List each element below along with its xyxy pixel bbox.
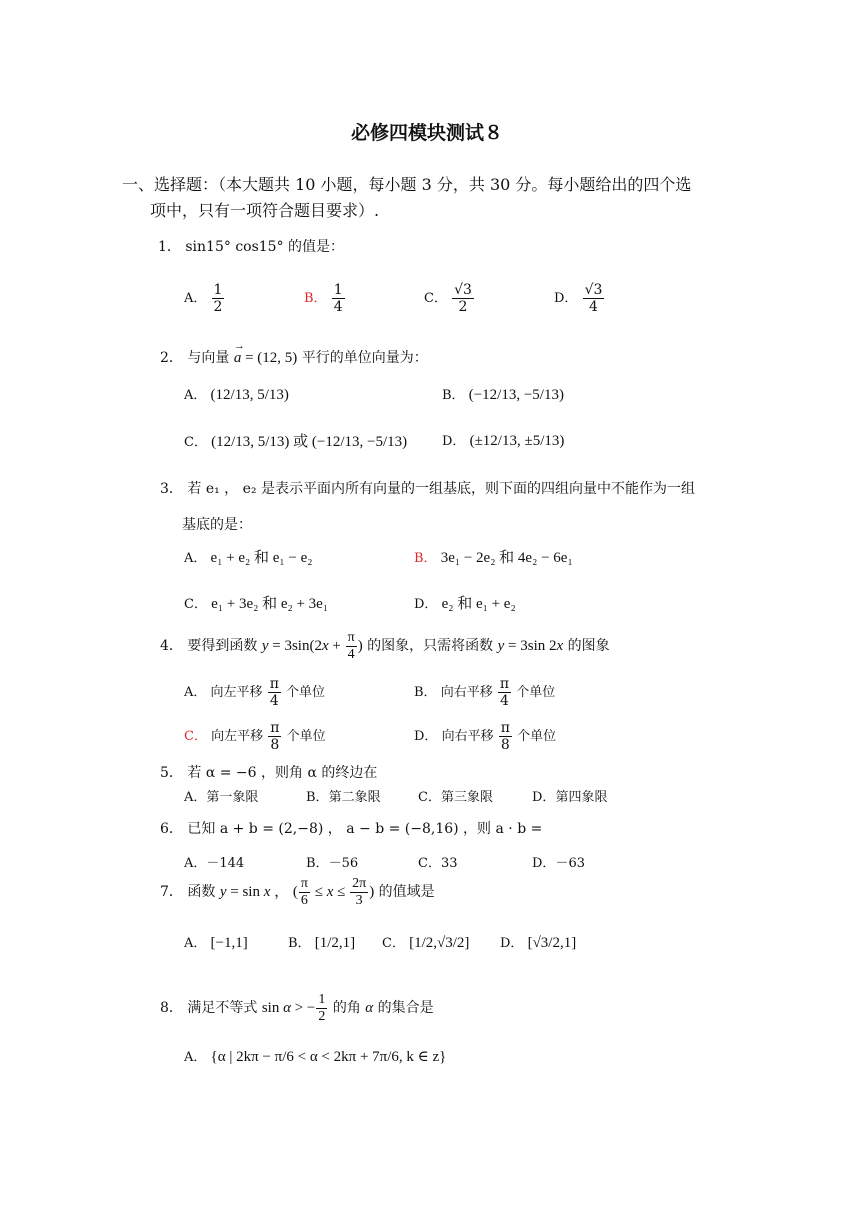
q1-option-a xyxy=(184,282,225,315)
option-text: {α | 2kπ − π/6 < α < 2kπ + 7π/6, k ∈ z} xyxy=(210,1049,447,1065)
option-label: D． xyxy=(532,856,556,871)
option-text: [−1,1] xyxy=(210,935,248,951)
vector-a: → a xyxy=(234,346,242,367)
q6-option-a xyxy=(184,852,244,871)
question-stem-suffix: 平行的单位向量为： xyxy=(301,350,428,366)
q7-option-b xyxy=(288,932,355,952)
question-stem: sin15° cos15° 的值是： xyxy=(185,239,345,255)
q6-option-d xyxy=(532,852,585,871)
q5-option-a xyxy=(184,786,258,805)
fraction: $\frac{√3}{4}$ xyxy=(584,282,603,315)
option-label: B． xyxy=(304,291,327,306)
q6-option-c xyxy=(418,852,458,871)
question-stem-c: 的图象 xyxy=(567,637,610,654)
option-text: －63 xyxy=(555,856,585,871)
option-pre: 向右平移 xyxy=(440,685,493,700)
option-label: A． xyxy=(184,1050,207,1065)
question-stem-a: 要得到函数 xyxy=(187,637,258,654)
section-header-line2: 项中，只有一项符合题目要求）. xyxy=(150,201,380,220)
question-stem-line1: 若 e₁ ， e₂ 是表示平面内所有向量的一组基底，则下面的四组向量中不能作为一组 xyxy=(187,481,695,497)
question-stem-b: 的值域是 xyxy=(378,883,435,900)
question-stem-b: 的图象，只需将函数 xyxy=(367,637,494,654)
question-stem: 已知 a + b = (2,−8) ， a − b = (−8,16) ，则 a · b = xyxy=(187,821,543,837)
question-3-line2: 基底的是： xyxy=(182,517,252,533)
question-stem: 若 α = −6 ，则角 α 的终边在 xyxy=(187,765,378,781)
option-label: A． xyxy=(184,856,207,871)
option-text: 第四象限 xyxy=(555,790,608,805)
question-number: 7． xyxy=(160,883,183,900)
option-label: B． xyxy=(442,388,465,403)
option-label: C． xyxy=(184,435,207,450)
option-text: (12/13, 5/13) 或 (−12/13, −5/13) xyxy=(211,434,408,450)
option-label: C． xyxy=(424,291,447,306)
q4-option-d xyxy=(414,720,556,753)
option-label: C． xyxy=(418,790,441,805)
option-text: (−12/13, −5/13) xyxy=(468,387,564,403)
option-text: －144 xyxy=(206,856,245,871)
formula-alpha: α xyxy=(365,999,374,1016)
question-number: 6． xyxy=(160,821,183,837)
q5-option-d xyxy=(532,786,607,805)
question-2 xyxy=(160,346,428,367)
fraction: $\frac{\pi}{8}$ xyxy=(270,720,280,753)
option-text: e₁ + 3e₂ 和 e₂ + 3e₁ xyxy=(211,596,329,612)
option-label: B． xyxy=(306,790,329,805)
option-label: C． xyxy=(184,729,207,744)
option-label: A． xyxy=(184,685,207,700)
option-label: A． xyxy=(184,551,207,566)
q2-option-b xyxy=(442,384,564,404)
option-text: e₂ 和 e₁ + e₂ xyxy=(441,596,516,612)
option-text: 第三象限 xyxy=(440,790,493,805)
fraction: $\frac{1}{4}$ xyxy=(333,282,343,315)
q7-option-d xyxy=(500,932,576,952)
q1-option-c xyxy=(424,282,475,315)
question-number: 2． xyxy=(160,350,183,366)
question-5 xyxy=(160,762,377,782)
option-text: (±12/13, ±5/13) xyxy=(469,433,565,449)
q3-option-b xyxy=(414,546,573,567)
option-label: C． xyxy=(418,856,441,871)
option-text: 第一象限 xyxy=(206,790,259,805)
formula: y = sin x ， ( $\frac{\pi}{6}$ ≤ x ≤ $\frac{2\pi}{3}$ ) xyxy=(219,876,375,908)
q7-option-c xyxy=(382,932,469,952)
option-text: [1/2,√3/2] xyxy=(409,935,470,951)
option-post: 个单位 xyxy=(286,729,326,744)
q8-option-a xyxy=(184,1046,446,1066)
formula: y = 3sin(2x + $\frac{\pi}{4}$ ) xyxy=(261,630,363,662)
option-label: B． xyxy=(414,685,437,700)
q4-option-c xyxy=(184,720,326,753)
formula: y = 3sin 2x xyxy=(497,637,564,654)
option-post: 个单位 xyxy=(517,729,557,744)
question-stem-prefix: 与向量 xyxy=(187,350,230,366)
question-6 xyxy=(160,818,542,838)
option-text: [√3/2,1] xyxy=(527,935,577,951)
q2-option-c xyxy=(184,430,407,451)
question-3 xyxy=(160,478,695,498)
option-text: [1/2,1] xyxy=(314,935,356,951)
q2-option-a xyxy=(184,384,289,404)
question-stem-a: 函数 xyxy=(187,883,216,900)
formula: sin α > − $\frac{1}{2}$ xyxy=(261,992,326,1024)
option-label: B． xyxy=(288,936,311,951)
page-title: 必修四模块测试８ xyxy=(351,122,504,144)
option-label: A． xyxy=(184,790,207,805)
question-stem-a: 满足不等式 xyxy=(187,999,258,1016)
option-label: D． xyxy=(414,729,438,744)
option-label: D． xyxy=(500,936,524,951)
option-label: A． xyxy=(184,291,207,306)
option-text: e₁ + e₂ 和 e₁ − e₂ xyxy=(210,550,313,566)
q5-option-c xyxy=(418,786,493,805)
q1-option-b xyxy=(304,282,346,315)
q5-option-b xyxy=(306,786,381,805)
q1-option-d xyxy=(554,282,605,315)
q3-option-c xyxy=(184,592,328,613)
option-post: 个单位 xyxy=(516,685,556,700)
option-label: C． xyxy=(184,597,207,612)
option-text: (12/13, 5/13) xyxy=(210,387,289,403)
fraction: $\frac{√3}{2}$ xyxy=(454,282,472,315)
option-label: B． xyxy=(414,551,437,566)
option-text: 第二象限 xyxy=(328,790,381,805)
q3-option-d xyxy=(414,592,516,613)
option-label: B． xyxy=(306,856,329,871)
option-label: D． xyxy=(442,434,466,449)
question-number: 5． xyxy=(160,765,183,781)
question-4 xyxy=(160,630,610,663)
option-pre: 向左平移 xyxy=(210,685,263,700)
fraction: $\frac{1}{2}$ xyxy=(213,282,223,315)
question-number: 8． xyxy=(160,999,183,1016)
question-stem-c: 的集合是 xyxy=(377,999,434,1016)
option-text: －56 xyxy=(328,856,359,871)
question-7 xyxy=(160,876,435,909)
question-number: 4． xyxy=(160,637,183,654)
option-pre: 向右平移 xyxy=(441,729,494,744)
question-number: 3． xyxy=(160,481,183,497)
option-label: A． xyxy=(184,936,207,951)
q4-option-b xyxy=(414,676,555,709)
option-text: 3e₁ − 2e₂ 和 4e₂ − 6e₁ xyxy=(440,550,573,566)
option-label: D． xyxy=(414,597,438,612)
question-stem-b: 的角 xyxy=(332,999,361,1016)
vector-value: = (12, 5) xyxy=(241,350,298,366)
option-label: D． xyxy=(532,790,556,805)
fraction: $\frac{\pi}{4}$ xyxy=(269,676,279,709)
fraction: $\frac{\pi}{4}$ xyxy=(499,676,510,709)
question-number: 1． xyxy=(158,239,181,255)
q3-option-a xyxy=(184,546,313,567)
option-text: 33 xyxy=(440,856,458,871)
option-label: C． xyxy=(382,936,405,951)
option-post: 个单位 xyxy=(286,685,326,700)
fraction: $\frac{\pi}{8}$ xyxy=(500,720,510,753)
q2-option-d xyxy=(442,430,564,450)
q7-option-a xyxy=(184,932,248,952)
option-label: A． xyxy=(184,388,207,403)
question-1 xyxy=(158,236,344,256)
option-pre: 向左平移 xyxy=(211,729,264,744)
section-header-line1: 一、选择题：（本大题共 10 小题，每小题 3 分，共 30 分。每小题给出的四个选 xyxy=(122,175,692,194)
q6-option-b xyxy=(306,852,358,871)
question-8 xyxy=(160,992,434,1025)
q4-option-a xyxy=(184,676,325,709)
option-label: D． xyxy=(554,291,578,306)
